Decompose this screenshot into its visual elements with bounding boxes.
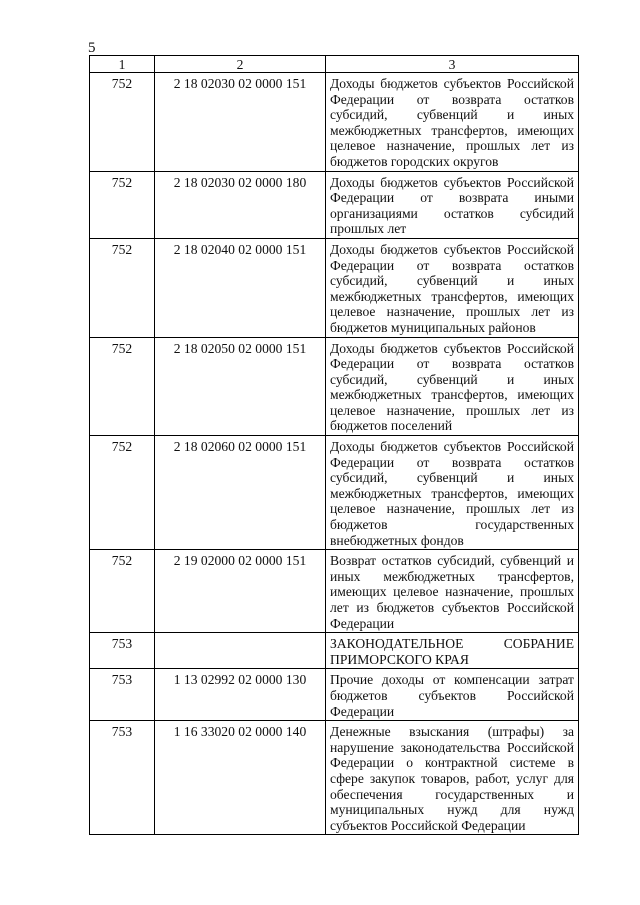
revenue-name-text: Денежные взыскания (штрафы) за нарушение законодательства Российской Федерации о контрактной системе в сфере закупок товаров, работ, услуг для обеспечения государственных и муниципальных нужд для нужд субъектов Российской Федерации — [330, 724, 574, 833]
revenue-code-cell — [155, 633, 326, 669]
admin-code-cell: 752 — [90, 436, 155, 550]
table-row — [90, 238, 579, 337]
revenue-name-cell — [326, 337, 579, 436]
table-row — [90, 669, 579, 721]
table-row — [90, 721, 579, 835]
revenue-name-text: Доходы бюджетов субъектов Российской Федерации от возврата остатков субсидий, субвенций и иных межбюджетных трансфертов, имеющих целевое назначение, прошлых лет из бюджетов государственных внебюджетных фондов — [330, 439, 574, 548]
revenue-name-cell — [326, 73, 579, 172]
revenue-name-cell — [326, 171, 579, 238]
administrator-name-text: ЗАКОНОДАТЕЛЬНОЕ СОБРАНИЕ ПРИМОРСКОГО КРАЯ — [330, 636, 574, 667]
revenue-name-text: Доходы бюджетов субъектов Российской Федерации от возврата остатков субсидий, субвенций и иных межбюджетных трансфертов, имеющих целевое назначение, прошлых лет из бюджетов поселений — [330, 340, 574, 434]
revenue-name-text: Возврат остатков субсидий, субвенций и иных межбюджетных трансфертов, имеющих целевое назначение, прошлых лет из бюджетов субъектов Российской Федерации — [330, 553, 574, 631]
table-row — [90, 633, 579, 669]
admin-code-cell: 752 — [90, 550, 155, 633]
admin-code-cell: 752 — [90, 238, 155, 337]
revenue-name-cell — [326, 721, 579, 835]
table-row — [90, 337, 579, 436]
admin-code-cell: 752 — [90, 337, 155, 436]
revenue-name-text: Доходы бюджетов субъектов Российской Федерации от возврата остатков субсидий, субвенций и иных межбюджетных трансфертов, имеющих целевое назначение, прошлых лет из бюджетов городских округов — [330, 76, 574, 169]
revenue-name-text: Доходы бюджетов субъектов Российской Федерации от возврата остатков субсидий, субвенций и иных межбюджетных трансфертов, имеющих целевое назначение, прошлых лет из бюджетов муниципальных районов — [330, 241, 574, 335]
page-number: 5 — [88, 40, 96, 56]
column-header-1: 1 — [90, 56, 155, 73]
revenue-name-cell — [326, 669, 579, 721]
revenue-codes-table — [89, 55, 579, 835]
admin-code-cell: 753 — [90, 721, 155, 835]
revenue-code-cell: 2 18 02060 02 0000 151 — [155, 436, 326, 550]
table-row — [90, 436, 579, 550]
revenue-name-cell — [326, 238, 579, 337]
column-header-2: 2 — [155, 56, 326, 73]
table-row — [90, 550, 579, 633]
revenue-code-cell: 2 18 02030 02 0000 180 — [155, 171, 326, 238]
admin-code-cell: 753 — [90, 633, 155, 669]
revenue-name-cell — [326, 436, 579, 550]
table-header-row — [90, 56, 579, 73]
revenue-code-cell: 2 19 02000 02 0000 151 — [155, 550, 326, 633]
revenue-code-cell: 2 18 02040 02 0000 151 — [155, 238, 326, 337]
admin-code-cell: 752 — [90, 171, 155, 238]
administrator-name-cell — [326, 633, 579, 669]
revenue-name-text: Прочие доходы от компенсации затрат бюджетов субъектов Российской Федерации — [330, 672, 574, 719]
revenue-code-cell: 1 16 33020 02 0000 140 — [155, 721, 326, 835]
table-row — [90, 171, 579, 238]
revenue-code-cell: 1 13 02992 02 0000 130 — [155, 669, 326, 721]
table-row — [90, 73, 579, 172]
revenue-name-text: Доходы бюджетов субъектов Российской Федерации от возврата иными организациями остатков субсидий прошлых лет — [330, 174, 574, 237]
revenue-code-cell: 2 18 02030 02 0000 151 — [155, 73, 326, 172]
admin-code-cell: 753 — [90, 669, 155, 721]
column-header-3: 3 — [326, 56, 579, 73]
revenue-name-cell — [326, 550, 579, 633]
revenue-code-cell: 2 18 02050 02 0000 151 — [155, 337, 326, 436]
admin-code-cell: 752 — [90, 73, 155, 172]
